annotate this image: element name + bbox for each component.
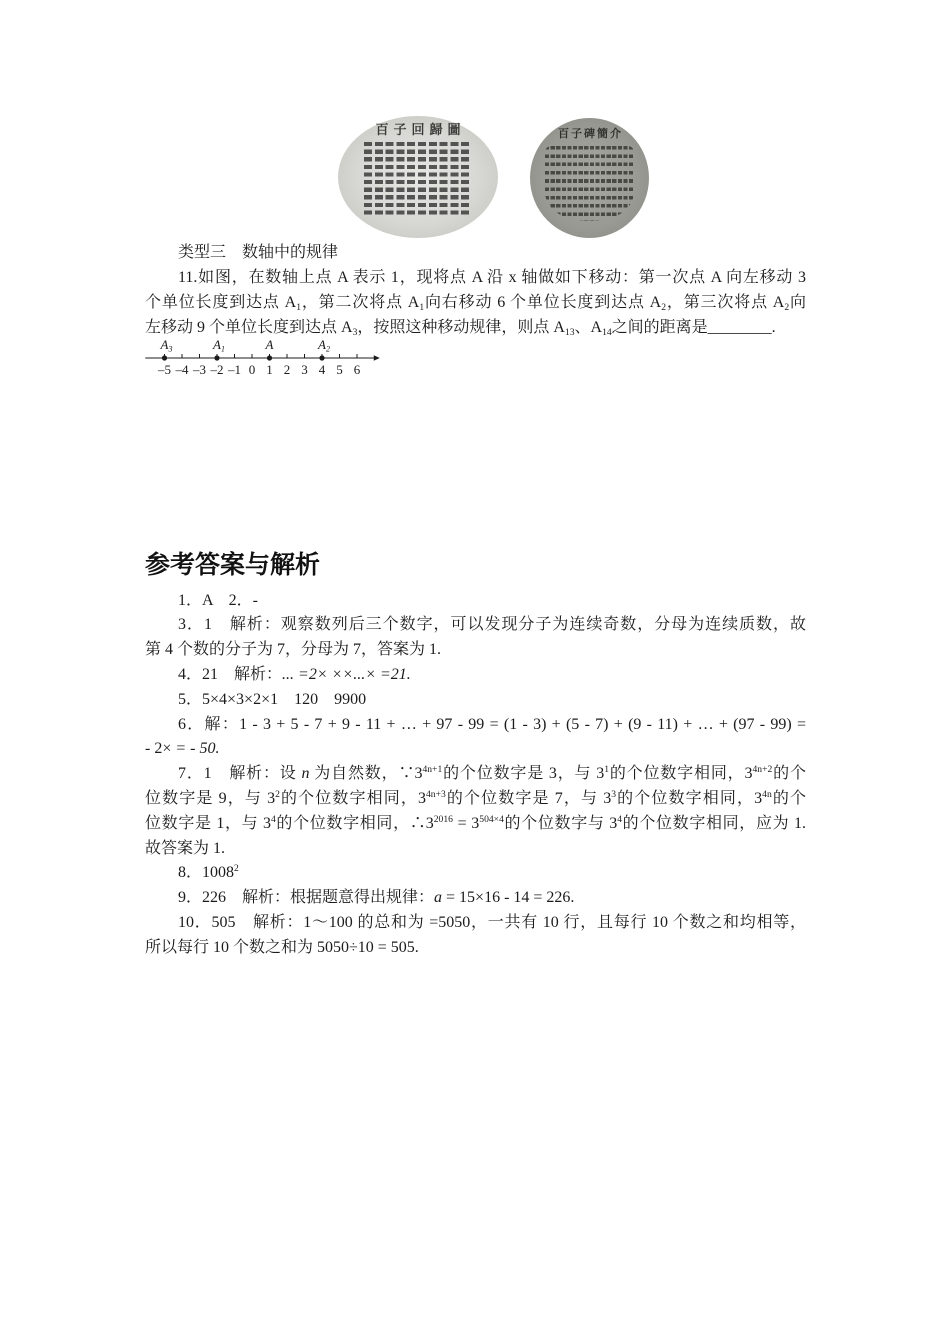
answer-7-line-1 xyxy=(145,762,806,787)
q11-line-2-text: ，第二次将点 A xyxy=(300,294,420,312)
exponent: 4 xyxy=(617,813,622,825)
stele-intro-text-lines xyxy=(545,146,634,221)
answer-7-text: 的个位数字相同，应为 1. xyxy=(622,814,806,832)
number-line-point xyxy=(162,355,167,360)
answer-4-label: 4．21 解析： xyxy=(178,665,283,683)
stele-intro-photo-title: 百子碑簡介 xyxy=(558,127,623,140)
exponent: 4n+2 xyxy=(752,764,773,776)
answers-block xyxy=(145,589,806,961)
number-line-tick-label: 4 xyxy=(318,362,326,377)
number-line-figure xyxy=(140,333,390,378)
answer-3-line-1: 3．1 解析：观察数列后三个数字，可以发现分子为连续奇数，分母为连续质数，故 xyxy=(178,616,806,634)
exponent: 4n xyxy=(762,789,772,801)
number-line-point xyxy=(267,355,272,360)
q11-line-3-text: ，按照这种移动规律，则点 A xyxy=(357,319,565,337)
answer-6-text: - 2× xyxy=(145,740,172,758)
q11-line-2 xyxy=(145,290,806,315)
number-line-point-label xyxy=(160,337,173,354)
subscript: 1 xyxy=(296,301,301,313)
exponent: 4n+3 xyxy=(425,789,446,801)
answer-7-text: 的个位数字相同，∴3 xyxy=(275,814,434,832)
answer-7-line-4: 故答案为 1. xyxy=(145,839,226,857)
answer-5: 5．5×4×3×2×1 120 9900 xyxy=(178,690,367,708)
number-line-tick-label: 0 xyxy=(248,362,256,377)
q11-answer-blank: 之间的距离是________. xyxy=(611,319,776,337)
q11-line-2-text: 个单位长度到达点 A xyxy=(145,294,297,312)
answer-7-text: 的个位数字相同，3 xyxy=(609,765,753,783)
subscript: 14 xyxy=(602,327,612,339)
answer-7-text: 的个 xyxy=(772,765,806,783)
magic-square-number-grid xyxy=(364,142,472,218)
exponent: 2 xyxy=(275,789,280,801)
subscript: 1 xyxy=(419,301,425,313)
answer-7-text: 的个位数字是 3，与 3 xyxy=(442,765,605,783)
answer-7-text: 位数字是 1，与 3 xyxy=(145,814,271,832)
answer-8 xyxy=(145,861,806,886)
subscript: 13 xyxy=(564,327,575,339)
number-line-tick-label: 1 xyxy=(266,362,273,377)
variable-n: n xyxy=(301,765,310,783)
exponent: 4n+1 xyxy=(422,764,443,776)
answer-6-line-2 xyxy=(145,737,806,762)
exponent: 2 xyxy=(234,863,239,875)
number-line-point-label xyxy=(265,337,274,352)
answer-7-text: 位数字是 9，与 3 xyxy=(145,789,276,807)
answer-7-text: 为自然数，∵3 xyxy=(309,765,423,783)
point-letter: A xyxy=(160,337,169,352)
exponent: 2016 xyxy=(433,813,453,825)
point-subscript: 2 xyxy=(325,344,330,354)
answer-8-text: 8．1008 xyxy=(178,864,235,882)
q11-line-1: 11.如图，在数轴上点 A 表示 1，现将点 A 沿 x 轴做如下移动：第一次点 A 向左移动 3 xyxy=(178,268,806,286)
answer-4 xyxy=(145,663,806,688)
number-line-tick-label: –5 xyxy=(158,362,171,377)
answer-6-result: = - 50. xyxy=(171,740,220,758)
number-line-tick-label: –3 xyxy=(193,362,206,377)
number-line-point-label xyxy=(317,337,330,354)
answer-7-text: 的个 xyxy=(771,789,806,807)
q11-line-3-text: 左移动 9 个单位长度到达点 A xyxy=(145,319,353,337)
subscript: 2 xyxy=(661,301,667,313)
exponent: 3 xyxy=(611,789,617,801)
answer-6-line-1: 6．解：1 - 3 + 5 - 7 + 9 - 11 + … + 97 - 99 = (1 - 3) + (5 - 7) + (9 - 11) + … + (97 - 99) = xyxy=(178,715,806,733)
answer-7-text: 的个位数字与 3 xyxy=(503,814,618,832)
exponent: 1 xyxy=(604,764,610,776)
answer-3-line-2: 第 4 个数的分子为 7，分母为 7，答案为 1. xyxy=(145,641,442,659)
point-subscript: 1 xyxy=(220,344,225,354)
number-line-tick-label: –2 xyxy=(210,362,224,377)
number-line-arrow xyxy=(374,355,380,361)
number-line-tick-label: 2 xyxy=(283,362,291,377)
answer-9-text: = 15×16 - 14 = 226. xyxy=(442,889,575,907)
subscript: 3 xyxy=(352,327,358,339)
exponent: 4 xyxy=(270,813,276,825)
answer-7-text: 7．1 解析：设 xyxy=(178,765,302,783)
answer-1-2: 1．A 2．- xyxy=(178,591,259,609)
exponent: 504×4 xyxy=(479,813,504,825)
q11-line-2-text: ，第三次将点 A xyxy=(666,294,785,312)
answer-4-expression: ... =2× ××...× =21. xyxy=(282,665,411,683)
baizi-stele-intro-photo xyxy=(530,118,649,238)
number-line-tick-label: 5 xyxy=(336,362,343,377)
answer-7-text: 的个位数字是 7，与 3 xyxy=(445,789,612,807)
number-line-tick-label: –1 xyxy=(228,362,241,377)
section-title: 类型三 数轴中的规律 xyxy=(178,243,339,261)
q11-line-2-text: 向 xyxy=(789,294,806,312)
number-line-tick-label: 6 xyxy=(353,362,361,377)
q11-line-3-text: 、A xyxy=(574,319,603,337)
answer-7-line-2 xyxy=(145,787,806,812)
answer-7-text: 的个位数字相同，3 xyxy=(616,789,763,807)
answer-9 xyxy=(145,886,806,911)
number-line-tick-label: –4 xyxy=(175,362,189,377)
number-line-point xyxy=(214,355,219,360)
subscript: 2 xyxy=(784,301,790,313)
magic-square-photo-title: 百子回歸圖 xyxy=(375,123,466,138)
number-line-point-label xyxy=(212,337,225,354)
number-line-point xyxy=(319,355,324,360)
question-11-block xyxy=(145,240,806,341)
answers-heading: 参考答案与解析 xyxy=(145,551,321,579)
number-line-tick-label: 3 xyxy=(301,362,308,377)
answer-7-line-3 xyxy=(145,812,806,837)
answer-10-line-1: 10．505 解析：1～100 的总和为 =5050，一共有 10 行，且每行 10 个数之和均相等， xyxy=(178,913,806,931)
answer-7-text: = 3 xyxy=(452,814,480,832)
answer-7-text: 的个位数字相同，3 xyxy=(279,789,426,807)
point-letter: A xyxy=(265,337,274,352)
answer-9-text: 9．226 解析：根据题意得出规律： xyxy=(178,889,435,907)
baizi-magic-square-photo xyxy=(338,116,498,238)
variable-a: a xyxy=(434,889,443,907)
point-letter: A xyxy=(318,337,326,352)
point-letter: A xyxy=(213,337,221,352)
answer-10-line-2: 所以每行 10 个数之和为 5050÷10 = 505. xyxy=(145,938,419,956)
point-subscript: 3 xyxy=(168,344,173,354)
q11-line-2-text: 向右移动 6 个单位长度到达点 A xyxy=(424,294,662,312)
